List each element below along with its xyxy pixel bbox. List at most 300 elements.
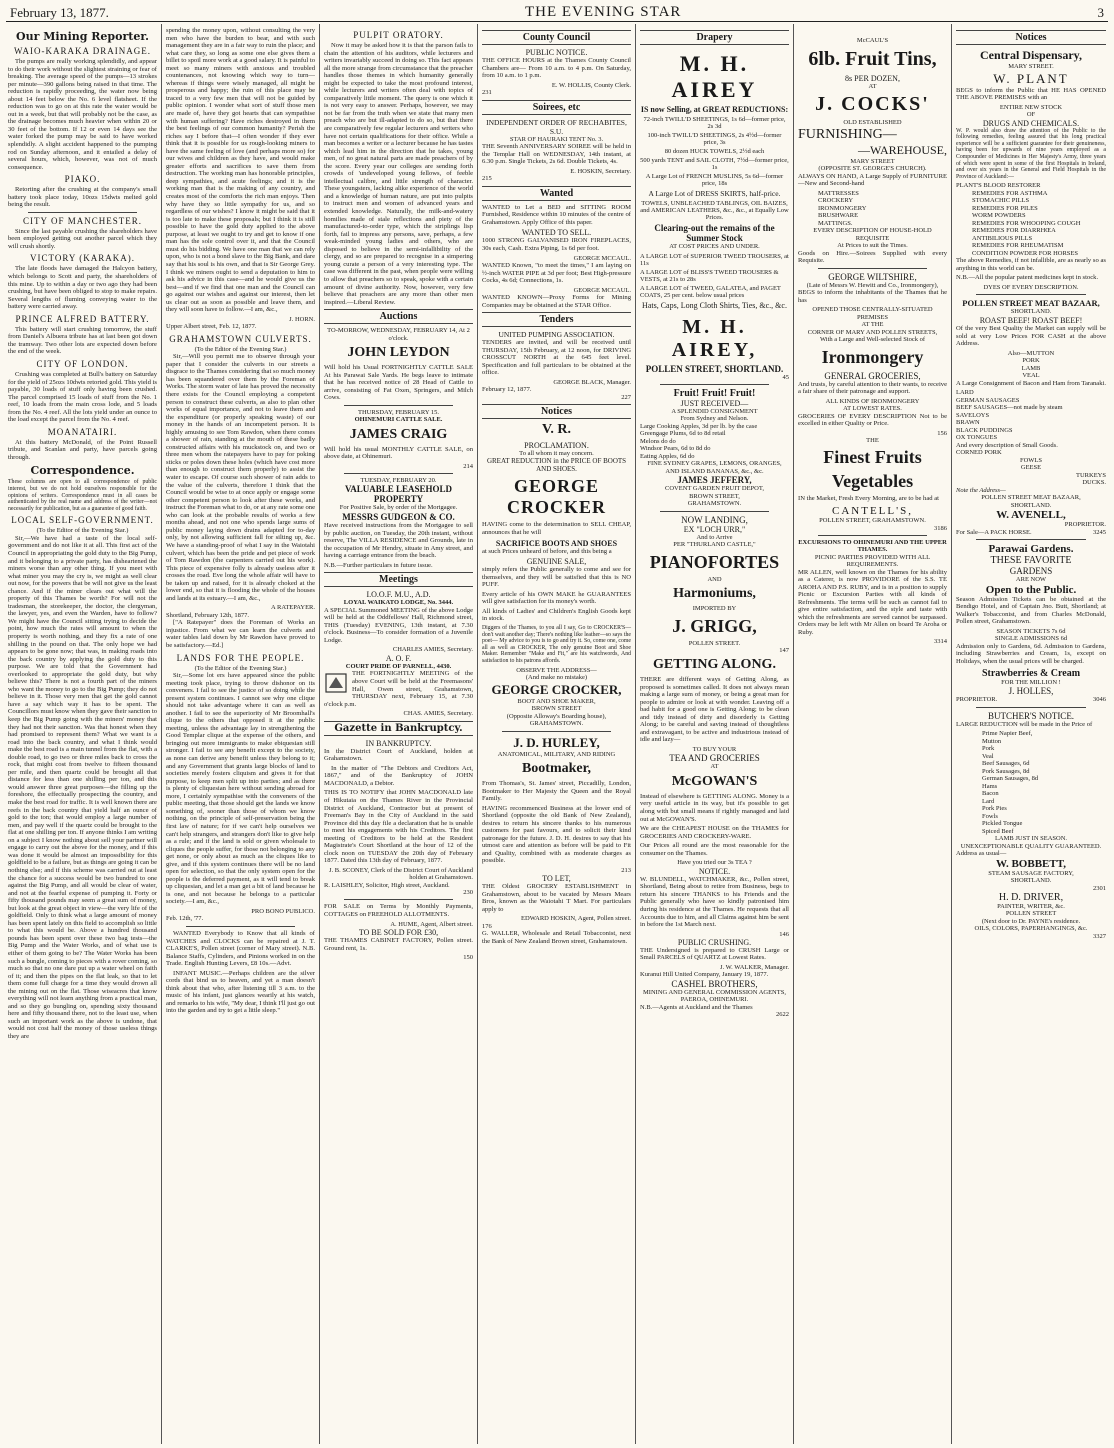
bankruptcy-title: IN BANKRUPTCY. xyxy=(365,738,432,748)
airey-hats: Hats, Caps, Long Cloth Shirts, Ties, &c., &c. xyxy=(642,300,787,310)
correspondence-heading: Correspondence. xyxy=(30,464,135,478)
vegetables: Vegetables xyxy=(831,471,914,492)
holles-footer xyxy=(956,696,1106,704)
for-million: FOR THE MILLION ! xyxy=(1001,678,1061,686)
article-title: MOANATAIRI. xyxy=(47,426,118,437)
divider xyxy=(660,384,769,385)
airey-name-2: M. H. AIREY, xyxy=(671,315,758,361)
signature: EDWARD HOSKIN, Agent, Pollen street. xyxy=(521,915,631,923)
section-heading-tenders: Tenders xyxy=(482,312,631,327)
auction-note: N.B.—Further particulars in future issue. xyxy=(324,561,433,569)
airey-items-2 xyxy=(640,253,789,299)
column-2 xyxy=(162,24,320,1444)
bazaar-geese: GEESE xyxy=(1020,464,1042,472)
admission-text: Admission only to Gardens, 6d. Admission to Gardens, including Strawberries and Cream, 1s, except on Holidays, when the usual prices will be charged. xyxy=(956,642,1106,665)
bazaar-item: BLACK PUDDINGS xyxy=(956,426,1013,434)
signature: E. W. HOLLIS, County Clerk. xyxy=(551,81,631,89)
dispensary-street: MARY STREET. xyxy=(1008,63,1054,70)
crushing-heading: PUBLIC CRUSHING. xyxy=(677,937,752,947)
single-admission: SINGLE ADMISSIONS 6d xyxy=(994,635,1068,643)
hurley-subtitle: ANATOMICAL, MILITARY, AND RIDING xyxy=(497,750,616,758)
ironmongery: Ironmongery xyxy=(821,346,924,367)
airey-item: 72-inch TWILL'D SHEETINGS, 1s 6d—former price, 2s 3d xyxy=(643,116,786,130)
column-3 xyxy=(320,24,478,1444)
bobbett-name: W. BOBBETT, xyxy=(995,857,1066,870)
ad-number: 2622 xyxy=(776,1011,789,1019)
crocker-street: BROWN STREET xyxy=(531,705,582,713)
auction-date: TUESDAY, FEBRUARY 20. xyxy=(360,476,437,484)
harmoniums: Harmoniums, xyxy=(673,586,756,601)
furnishing: FURNISHING— xyxy=(798,126,897,142)
blundell-text: W. BLUNDELL, WATCHMAKER, &c., Pollen street, Shortland, Being about to retire from Business, begs to return his sincere THANKS to his Friends and the Public generally who have so kindly patronised him during his residence at the Thames. He requests that all Accounts due to him, and all Claims against him be sent in before the 1st March next. xyxy=(640,875,789,929)
tins-price: 8s PER DOZEN, xyxy=(845,73,900,83)
driver-street: POLLEN STREET xyxy=(1005,910,1057,918)
note-address: Note the Address— xyxy=(956,486,1006,494)
fruit-item: Melons do do xyxy=(640,437,676,445)
airey-item: A LARGE LOT of SUPERIOR TWEED TROUSERS, at 11s xyxy=(640,252,789,267)
pack-horse xyxy=(956,529,1106,537)
picnic: PICNIC PARTIES PROVIDED WITH ALL REQUIREMENTS. xyxy=(814,553,931,569)
tea-groceries: TEA AND GROCERIES xyxy=(669,753,760,764)
bazaar-item: BRAWN xyxy=(956,419,980,427)
driver-name: H. D. DRIVER, xyxy=(998,891,1064,903)
ad-number: 156 xyxy=(937,429,947,437)
sale-ad: FOR SALE on Terms by Monthly Payments, COTTAGES on FREEHOLD ALLOTMENTS. xyxy=(324,903,473,918)
ad-number: 227 xyxy=(621,393,631,401)
airey-dress: A Large Lot of DRESS SKIRTS, half-price. xyxy=(648,189,781,198)
article-title: LANDS FOR THE PEOPLE. xyxy=(176,652,305,663)
editor-note: ["A Ratepayer" does the Foreman of Works an injustice. From what we can learn the culverts and water tables laid down by Mr Rawdon have proved to be satisfactory.—Ed.] xyxy=(166,619,315,649)
airey-address: POLLEN STREET, SHORTLAND. xyxy=(645,363,784,374)
meat-item: Pork Pies xyxy=(982,805,1007,813)
airey-item: A Large Lot of FRENCH MUSLINS, 5s 6d—former price, 18s xyxy=(645,173,784,187)
just-received: JUST RECEIVED— xyxy=(680,398,749,408)
remedy-item: ANTIBILIOUS PILLS xyxy=(972,234,1033,242)
meeting-lodge: LOYAL WAIKATO LODGE, No. 3444. xyxy=(343,599,454,607)
address-line: Shortland, February 12th, 1877. xyxy=(166,611,250,619)
wanted-ad: WANTED Known, "to meet the times," I am laying on ½-inch WATER PIPE at 3d per foot; Best High-pressure Cocks, 4s 6d; Connections, 1s. xyxy=(482,262,631,285)
drugs-chemicals: DRUGS AND CHEMICALS. xyxy=(982,118,1080,128)
sausage-factory: STEAM SAUSAGE FACTORY, xyxy=(988,869,1074,877)
bazaar-item: LARD xyxy=(956,389,974,397)
grigg-street: POLLEN STREET. xyxy=(688,639,741,647)
signature: CHARLES AMIES, Secretary. xyxy=(392,646,473,654)
landing-ship-2: PER "THURLAND CASTLE," xyxy=(673,541,756,548)
column-7 xyxy=(952,24,1110,1444)
wanted-ad: WANTED KNOWN—Proxy Forms for Mining Companies may be obtained at the STAR Office. xyxy=(482,294,631,309)
article-title: GRAHAMSTOWN CULVERTS. xyxy=(169,333,312,344)
section-heading-notices: Notices xyxy=(482,404,631,419)
meeting-lodge: COURT PRIDE OF PARNELL, 4430. xyxy=(345,662,452,670)
divider xyxy=(502,731,611,732)
wiltshire-late: (Late of Messrs W. Hewitt and Co., Ironmongery), xyxy=(806,281,939,289)
article-title: PIAKO. xyxy=(64,174,101,185)
general-groceries: GENERAL GROCERIES, xyxy=(824,370,921,381)
crocker-name-2: GEORGE CROCKER, xyxy=(491,681,622,697)
cocks-opposite: (OPPOSITE ST. GEORGE'S CHURCH). xyxy=(818,165,927,172)
signature: J. W. WALKER, Manager. xyxy=(719,963,789,971)
meat-item: Bacon xyxy=(982,790,999,798)
article-subtitle: (To the Editor of the Evening Star.) xyxy=(36,527,129,535)
meat-item: VEAL xyxy=(1022,372,1040,380)
notice-body: THE OFFICE HOURS at the Thames County Council Chambers are— From 10 a.m. to 4 p.m. On Saturday, from 10 a.m. to 1 p.m. xyxy=(482,57,631,80)
consignment-origin: From Sydney and Nelson. xyxy=(680,415,749,422)
article-body: Sir,—Some lot ers have appeared since the public meeting took place, trying to throw dishonor on its conveners. I fail to see the justice of so doing while the present system continues. I cannot see why one clique should not take advantage where it can as well as another. I fail to see the superiority of Mr Broomhall's clique to the others that opposed it at the public meeting, unless the advantage lay in strengthening the Good Templar clique at the expense of the others, and bringing out more immigrants to make ebiquesian still stronger. I fail to see any benefit except to the society, as none can derive any benefit unless they belong to it; and any Government that grants large blocks of land to societies merely fosters cliquism and gives it for that purpose, to keep men split up into parties; and as there is plenty of cliquesian here without sending abroad for more, I certainly sympathise with the conveners of the public meeting, that those should get the lands we know something of, sooner than those of whom we know nothing, on the principle of self-preservation being the first law of nature; for if we can't help ourselves we can't help strangers, and strangers don't like to give help as a rule; and if the land is sold or given wholesale to cliques the people suffer, for those not belonging to any get none, or only about as much as the cliques like to give, and if this system continues there will be no land open for selection, so that the only system open for the people is the deferred payment, as it will tend to break up cliquesian, and let a man get a bit of land because he is one, and not because he belongs to a particular society.—I am, &c., xyxy=(166,672,315,906)
meat-item: Veal xyxy=(982,752,994,760)
article-body: spending the money upon, without consulting the very men who have the burden to bear, and with such management they are in a fair way to ruin the place; and what care they, so long as some one else gives them a billet to spoil more work at a good salary. It is painful to meet so many miners with anxious and troubled countenances, not knowing which way to turn—whereas if things were wisely managed, all might be prosperous and happy; the ruin of this place may be traced to a very few men that will not be guided by public opinion. I wonder what sort of stuff those men are made of, have they got hearts that can sympathise with human suffering? Have riches destroyed in them the best feelings of our common humanity? Perish the riches say I before that—I often wonder if they ever think that it is possible for us rough-looking miners to have the same feeling of love (and perhaps more so) for our wives and children as they have, and would make greater efforts and sacrifices to save them from destruction. The working man has honorable principles, deep sympathies, and acute feelings; and it is the working man that is the making of any country, and creates most of the comforts the rich man enjoys. Then why have they so little sympathy for us, and so regardless of our wishes? I know it might be said that it is too late to make these proposals; but I think it is still possible to have the gold duty applied to the above purpose, at least we ought to try and get to know if one man has the sole control over it, and that the Council must do his bidding. We have one man that we can rely upon, who is not a bond slave to the Big Bank, and dare say that his soul is his own, and that is Sir George Grey. I think we miners ought to send a deputation to him to ask his advice in this case—and he would give us the best—and if we find that one man and the Council can go against our wishes and against our interest, then let us clear out as soon as possible and leave them, and they will soon have to follow.—I am, &c., xyxy=(166,27,315,314)
article-body: Since the last payable crushing the shareholders have been employed getting out another parcel which they will crush shortly. xyxy=(8,227,157,250)
remedy-item: REMEDIES FOR DIARRHŒA xyxy=(972,227,1056,235)
tender-body: TENDERS are invited, and will be received until THURSDAY, 15th February, at 12 noon, for DRIVING CROSSCUT NORTH at the 645 feet level. Specification and full particulars to be obtained at the office. xyxy=(482,339,631,377)
meat-item: Pork xyxy=(982,745,995,753)
bazaar-item: BEEF SAUSAGES—not made by steam xyxy=(956,404,1063,412)
address-line: Upper Albert street, Feb. 12, 1877. xyxy=(166,323,257,331)
mcgowan-name: McGOWAN'S xyxy=(671,773,758,789)
column-4 xyxy=(478,24,636,1444)
correspondence-note: These columns are open to all correspondence of public interest, but we do not hold ourselves responsible for the opinions of writers. Correspondence must in all cases be authenticated by the real name and address of the writer—not necessarily for publication, but as a guarantee of good faith. xyxy=(8,479,157,512)
plant-text: BEGS to inform the Public that HE HAS OPENED THE ABOVE PREMISES with an xyxy=(956,86,1106,102)
cashel-note: N.B.—Agents at Auckland and the Thames xyxy=(640,1003,753,1011)
fruit-item: Large Cooking Apples, 3d per lb. by the case xyxy=(640,422,758,430)
bankruptcy-matter: In the matter of "The Debtors and Creditors Act, 1867," and of the Bankruptcy of JOHN MACDONALD, a Debtor. xyxy=(324,764,473,787)
address-line: Feb. 12th, '77. xyxy=(166,915,204,923)
article-subtitle: (To the Editor of the Evening Star.) xyxy=(194,664,287,672)
butcher-text: LARGE REDUCTION will be made in the Price of xyxy=(956,720,1093,728)
bazaar-item: GERMAN SAUSAGES xyxy=(956,396,1020,404)
auction-body: Will hold his usual MONTHLY CATTLE SALE, on above date, at Ohinemuri. xyxy=(324,445,473,461)
landing-ship: EX "LOCH URR," xyxy=(683,524,746,534)
soiree-subtitle: STAR OF HAURAKI TENT No. 3. xyxy=(509,135,604,143)
auctioneer-name: JAMES CRAIG xyxy=(349,426,448,442)
bazaar-items xyxy=(956,389,1106,442)
ad-number: 230 xyxy=(463,889,473,897)
article-title: LOCAL SELF-GOVERNMENT. xyxy=(11,515,154,526)
ad-number: 45 xyxy=(782,373,789,381)
column-1 xyxy=(4,24,162,1444)
ad-number: 231 xyxy=(482,89,492,97)
wanted-ad: WANTED to Let a BED and SITTING ROOM Furnished, Residence within 10 minutes of the centre of Grahamstown. Apply Office of this paper. xyxy=(482,203,631,226)
ad-number: 176 xyxy=(482,922,492,930)
crocker-opposite: (Opposite Alloway's Boarding house), xyxy=(506,712,607,720)
ad-number: 3327 xyxy=(1093,932,1106,940)
ad-number: 3186 xyxy=(934,524,947,532)
section-heading-notices-2: Notices xyxy=(956,30,1106,45)
ad-number: 213 xyxy=(621,867,631,875)
getting-along-text: We are the CHEAPEST HOUSE on the THAMES for GROCERIES AND CROCKERY-WARE. xyxy=(640,825,789,840)
cocks-item: MATTINGS. xyxy=(818,219,853,227)
crocker-genuine: GENUINE SALE, xyxy=(526,557,587,567)
cantell-street: POLLEN STREET, GRAHAMSTOWN. xyxy=(819,517,926,525)
notice-title: PUBLIC NOTICE. xyxy=(525,48,588,57)
section-heading-soirees: Soirees, etc xyxy=(482,100,631,115)
article-body: Retorting after the crushing at the company's small battery took place today, 10ozs 15dwts melted gold being the result. xyxy=(8,186,157,209)
ad-number: 3046 xyxy=(1093,696,1106,703)
crocker-text: simply refers the Public generally to come and see for themselves, and they will be satisfied that this is NO PUFF. xyxy=(482,566,631,589)
ad-number: 3314 xyxy=(934,638,947,646)
crocker-text: Every article of his OWN MAKE he GUARANTEES will give satisfaction for its money's worth. xyxy=(482,590,631,606)
cashel-place: PAEROA, OHINEMURI. xyxy=(680,996,749,1004)
meat-item: LAMB xyxy=(1021,364,1041,372)
at-word: AT xyxy=(710,763,719,771)
ad-number: 2301 xyxy=(1093,884,1106,892)
getting-along-heading: GETTING ALONG. xyxy=(653,657,776,672)
meat-item: Fowls xyxy=(982,812,998,820)
hurley-text: From Thomas's, St. James' street, Piccadilly, London, Bootmaker to Her Majesty the Queen and the Royal Family. xyxy=(482,780,631,803)
meat-item: Hams xyxy=(982,782,998,790)
divider xyxy=(344,473,453,474)
dyes: DYES OF EVERY DESCRIPTION. xyxy=(983,283,1079,291)
divider xyxy=(818,535,927,536)
all-kinds: ALL KINDS OF IRONMONGERY xyxy=(825,397,920,405)
cocks-always: ALWAYS ON HAND, A Large Supply of FURNITURE—New and Second-hand xyxy=(798,172,947,188)
article-title: WAIO-KARAKA DRAINAGE. xyxy=(14,46,151,56)
proclamation-headline: GREAT REDUCTION in the PRICE OF BOOTS AND SHOES. xyxy=(486,457,627,474)
hurley-trade: Bootmaker, xyxy=(521,761,592,777)
divider xyxy=(344,899,453,900)
season-tickets: SEASON TICKETS 7s 6d xyxy=(996,627,1066,635)
auctioneer-name: JOHN LEYDON xyxy=(347,345,450,361)
article-title: VICTORY (KARAKA). xyxy=(29,253,135,264)
market-text: IN the Market, Fresh Every Morning, are to be had at xyxy=(798,495,939,503)
wanted-ad: 1000 STRONG GALVANISED IRON FIREPLACES, 30s each, Cash. Extra Piping, 1s 6d per foot. xyxy=(482,237,631,252)
landing-arrive: And to Arrive xyxy=(696,533,733,541)
crocker-observe: OBSERVE THE ADDRESS— xyxy=(516,666,597,674)
meeting-title: A. O. F. xyxy=(385,653,412,663)
warehouse: —WAREHOUSE, xyxy=(858,142,947,157)
article-body: WANTED Everybody to Know that all kinds of WATCHES and CLOCKS can be repaired at J. T. CLARKE'S, Pollen street (corner of Mary street). N.B. Balance Staffs, Cylinders, and Pinions worked in on the Trade. English Hunting Levers, £8 10s.—Advt. xyxy=(166,929,315,968)
crocker-verse: Diggers of the Thames, to you all I say, Go to CROCKER'S—don't wait another day; There's nothing like leather—so says the poet— My advice to you is to go and try it. So, come one, come all as well as CROCKER, The only genuine Boot and Shoe Maker. Remember "Make and Fit," are his watchwords, And satisfaction to his patrons affords. xyxy=(482,624,631,664)
bazaar-item: OX TONGUES xyxy=(956,434,998,442)
meat-item: Lard xyxy=(982,797,995,805)
meat-item: German Sausages, 8d xyxy=(982,775,1039,783)
pianofortes: PIANOFORTES xyxy=(649,551,780,572)
ad-number: 147 xyxy=(779,647,789,654)
grigg-name: J. GRIGG, xyxy=(672,615,757,636)
signature: A. HUME, Agent, Albert street. xyxy=(390,920,473,928)
column-5 xyxy=(636,24,794,1444)
section-heading-county-council: County Council xyxy=(482,30,631,45)
butcher-heading: BUTCHER'S NOTICE. xyxy=(987,710,1075,721)
signature: GEORGE MCCAUL. xyxy=(573,254,631,262)
at-word: AT xyxy=(868,82,877,90)
hurley-text: HAVING recommenced Business at the lower end of Shortland (opposite the old Bank of New Zealand), desires to return his sincere thanks to his numerous customers for past favours, and to solicit their kind patronage for the future. J. D. H. desires to say that his utmost care and attention as before will be paid to Fit and Quality, combined with as moderate charges as possible. xyxy=(482,804,631,865)
bazaar-fowls: FOWLS xyxy=(1019,456,1043,464)
newspaper-title: THE EVENING STAR xyxy=(524,4,682,20)
mining-reporter-heading: Our Mining Reporter. xyxy=(16,30,149,43)
bazaar-place: SHORTLAND. xyxy=(1010,308,1052,316)
remedy-item: REMEDIES FOR PILES xyxy=(972,204,1038,212)
entire-stock: ENTIRE NEW STOCK xyxy=(999,103,1063,111)
date-line: February 12, 1877. xyxy=(482,386,532,394)
cocks-list xyxy=(798,190,947,228)
meat-item: Prime Napier Beef, xyxy=(982,730,1033,738)
article-body: The late floods have damaged the Halcyon battery, which belongs to Scott and party, the shareholders of this mine. Up to within a day or two ago they had been crushing, but have been obliged to stop to make repairs. Several lengths of fluming conveying water to the battery were carried away. xyxy=(8,265,157,311)
bazaar-ducks: DUCKS. xyxy=(1082,479,1106,487)
divider xyxy=(818,268,927,269)
getting-along-text: Instead of elsewhere is GETTING ALONG. Money is a very useful article in its way, but it's possible to get along with but small means if rightly managed and laid out at McGOWAN'S. xyxy=(640,792,789,823)
cocks-item: BRUSHWARE xyxy=(818,212,859,220)
wiltshire-text: CORNER OF MARY AND POLLEN STREETS, xyxy=(807,328,938,336)
wiltshire-text: And trusts, by careful attention to their wants, to receive a fair share of their patronage and support. xyxy=(798,380,947,396)
fruit-items xyxy=(640,423,789,461)
proprietor: PROPRIETOR. xyxy=(1064,521,1106,529)
signature: E. HOSKIN, Secretary. xyxy=(570,167,631,175)
and-word: AND xyxy=(707,575,722,583)
meat-item: Pickled Tongue xyxy=(982,820,1023,828)
crocker-mistake: (And make no mistake) xyxy=(525,674,588,682)
plant-name: W. PLANT xyxy=(993,70,1069,86)
article-body: Crushing was completed at Bull's battery on Saturday for the yield of 25ozs 10dwts retorted gold. This yield is payable, 30 loads of stuff only having been crushed. The parcel comprised 15 loads of stuff from the No. 1 reef, 10 loads from the main cross lode, and 5 loads from the No. 4 reef. All the lots yield under an ounce to the load except the parcel from the No. 4 reef. xyxy=(8,370,157,424)
article-body: Sir,—Will you permit me to observe through your paper that I consider the culverts in our streets a disgrace to the Thames considering that so much money has been squandered over them by the Foreman of Works. The storm water of late has proved the necessity there exists for the Council employing a competent person to construct these culverts, as also to plan other works of equal importance, and not to leave them and the expenditure (or properly speaking waste) of our money in the hands of an incompetent person. It is highly amusing to see Tom Rawdon, when there comes a shower of rain, standing at the mouth of these badly constructed affairs with his muckstock on, and two or three men whom the ratepayers have to pay for poking sticks or poles down these holes (which have cost more than enough to construct them properly) to assist the water to escape. Of course such shower of rain adds to the value of the culverts, therefore I think that the Council would be wise to at once apply or engage some other competent person to look after these works, and instruct the Foreman what to do, or at any rate some one who can look at the probable results of works a few months ahead, and not one who spends large sums of public money laying down drains adapted for to-day only, by not allowing sufficient fall for silting up, &c. We have a standing-proof of what I say in the Waiotahi culvert, which has been the pride and pet piece of work of Tom Rawdon (the carpenters carried out his work). This piece of expensive folly is already useless after it crosses the road. Eve long the whole affair will have to be taken up and raised, for it is already choked at the lower end, so that it is flooding the whole of the houses and lands at its estuary.—I am, &c., xyxy=(166,353,315,602)
allen-text: MR ALLEN, well known on the Thames for his ability as a Caterer, is now PROVIDORE of the S.S. TE AROHA AND P.S. RUBY, and is in a position to supply Picnic or Excursion Parties with all kinds of Refreshments. The terms will be such as cannot fail to give entire satisfaction, and the style and taste with which the refreshments are served cannot be surpassed. Orders may be left with Mr Allen on board Te Aroha or Ruby. xyxy=(798,568,947,636)
meeting-body: A SPECIAL Summoned MEETING of the above Lodge will be held at the Oddfellows' Hall, Richmond street, THIS (Tuesday) EVENING, 13th instant, at 7.30 o'clock. Business—To consider formation of a Juvenile Lodge. xyxy=(324,606,473,644)
soiree-body: THE Seventh ANNIVERSARY SOIREE will be held in the Templar Hall on WEDNESDAY, 14th instant, at 6.30 p.m. Single Tickets, 2s 6d. Double Tickets, 4s. xyxy=(482,143,631,166)
crocker-town: GRAHAMSTOWN. xyxy=(529,720,584,728)
sale-title: TO BE SOLD FOR £30, xyxy=(358,928,439,938)
airey-cost: AT COST PRICES AND UNDER. xyxy=(669,243,760,250)
fruit-item: Eating Apples, 6d do xyxy=(640,452,695,460)
avenell-name: W. AVENELL, xyxy=(996,509,1066,522)
to-let-title: TO LET, xyxy=(542,874,571,884)
driver-oils: OILS, COLORS, PAPERHANGINGS, &c. xyxy=(974,925,1088,933)
bazaar-turkeys: TURKEYS xyxy=(1076,471,1106,479)
landing-heading: NOW LANDING, xyxy=(681,514,748,525)
crocker-text: HAVING come to the determination to SELL CHEAP, announces that he will xyxy=(482,521,631,537)
cocks-goods: Goods on Hire.—Soirees Supplied with every Requisite. xyxy=(798,249,947,265)
waller-ad: G. WALLER, Wholesale and Retail Tobacconist, next the Bank of New Zealand Brown street, Grahamstown. xyxy=(482,930,631,945)
divider xyxy=(186,926,295,927)
page-number: 3 xyxy=(1097,5,1104,20)
auction-date: THURSDAY, FEBRUARY 15. xyxy=(357,408,440,416)
jeffery-street: BROWN STREET, xyxy=(689,492,740,500)
excursions: EXCURSIONS TO OHINEMURI AND THE UPPER THAMES. xyxy=(798,538,947,554)
lowest-rates: AT LOWEST RATES. xyxy=(843,405,902,413)
bazaar-text: And every description of Small Goods. xyxy=(956,441,1058,449)
signature: A RATEPAYER. xyxy=(271,604,315,612)
plant-text: The above Remedies, if not infallible, are as nearly so as anything in this world can be. xyxy=(956,257,1106,272)
crocker-sacrifice: SACRIFICE BOOTS AND SHOES xyxy=(495,538,618,548)
remedies-list xyxy=(956,182,1106,257)
cocks-name: J. COCKS' xyxy=(815,93,930,115)
gardens: GARDENS xyxy=(1009,566,1053,577)
these-favorite: THESE FAVORITE xyxy=(990,555,1072,567)
driver-next: (Next door to Dr. PAYNE's residence. xyxy=(981,917,1081,925)
roast-beef: ROAST BEEF! ROAST BEEF! xyxy=(979,315,1083,325)
cocks-every: EVERY DESCRIPTION OF HOUSE-HOLD REQUISITE xyxy=(813,227,932,242)
article-subtitle: (To the Editor of the Evening Star.) xyxy=(194,345,287,353)
of-word: OF xyxy=(1026,111,1036,119)
old-established: OLD ESTABLISHED xyxy=(843,119,902,126)
finest-fruits: Finest Fruits xyxy=(823,447,922,468)
proclamation-whom: To all whom it may concern. xyxy=(519,449,594,457)
crocker-name: GEORGE CROCKER xyxy=(506,476,606,518)
bazaar-name: POLLEN STREET MEAT BAZAAR, xyxy=(962,298,1100,309)
meat-item: Beef Sausages, 6d xyxy=(982,760,1030,768)
airey-headline: IS now Selling, at GREAT REDUCTIONS: xyxy=(640,105,789,114)
bazaar-text: A Large Consignment of Bacon and Ham from Taranaki. xyxy=(956,379,1106,387)
remedy-item: REMEDIES FOR ASTHMA xyxy=(972,189,1048,197)
the-word: THE xyxy=(866,436,879,444)
signature: GEORGE MCCAUL. xyxy=(573,286,631,294)
airey-item: 500 yards TENT and SAIL CLOTH, 7½d—former price, 1s xyxy=(640,157,789,171)
signature: CHAS. AMIES, Secretary. xyxy=(403,710,473,718)
meat-item: PORK xyxy=(1022,357,1040,365)
fruit-item: Windsor Pears, 6d to 8d do xyxy=(640,445,711,452)
meat-item: Mutton xyxy=(982,737,1002,745)
crushing-company: Kuranui Hill United Company, January 19, 1877. xyxy=(640,971,769,979)
article-body: The pumps are really working splendidly, and appear to do their work without the slightest straining or fear of breaking. The average speed of the pumps—13 strokes per minute—390 gallons being raised in that time. The reduction is rapidly proceeding, the water now being about 14 feet below the No. 6 level flatsheet. If the reduction was to go on at this rate the water would be out in a week, but that will probably not be the case, as the drainage becomes much heavier when within 20 or 30 feet of the bottom. If 12 or even 14 days see the water forked the pump may be said to have worked splendidly. A slight accident happened to the pumping rod on Sunday afternoon, and it entailed a delay of several hours, which, however, was not of much consequence. xyxy=(8,58,157,171)
auction-title: VALUABLE LEASEHOLD PROPERTY xyxy=(344,484,453,505)
auction-subtitle: OHINEMURI CATTLE SALE. xyxy=(354,416,443,424)
unexceptionable: UNEXCEPTIONABLE QUALITY GUARANTEED. xyxy=(960,842,1102,850)
bazaar-also: Also—MUTTON xyxy=(1007,349,1055,357)
pack-horse-text: For Sale—A PACK HORSE. xyxy=(956,528,1032,536)
signature: J. B. SCONEY, Clerk of the District Court of Auckland holden at Grahamstown. xyxy=(329,866,473,882)
cocks-item: IRONMONGERY xyxy=(818,204,867,212)
masthead xyxy=(6,0,1108,22)
wiltshire-text: With a Large and Well-selected Stock of xyxy=(819,336,926,344)
crushing-text: THE Undersigned is prepared to CRUSH Large or Small PARCELS of QUARTZ at Lowest Rates. xyxy=(640,946,789,962)
signature: R. LAISHLEY, Solicitor, High street, Auckland. xyxy=(324,881,450,889)
article-title: PRINCE ALFRED BATTERY. xyxy=(15,313,150,324)
crocker-trade: BOOT AND SHOE MAKER, xyxy=(517,697,596,705)
cocks-street: MARY STREET xyxy=(850,157,895,165)
airey-item: A LARGE LOT of BLISS'S TWEED TROUSERS & VESTS, at 21s to 28s xyxy=(640,268,779,283)
jeffery-depot: COVENT GARDEN FRUIT DEPOT, xyxy=(665,485,764,492)
bazaar-item: SAVELOYS xyxy=(956,411,990,419)
bazaar-text: Of the very Best Quality the Market can supply will be sold at very Low Prices FOR CASH at the above Address. xyxy=(956,324,1106,348)
fruit-heading: Fruit! Fruit! Fruit! xyxy=(673,387,756,399)
section-heading-gazette: Gazette in Bankruptcy. xyxy=(324,721,473,736)
bankruptcy-body: THIS IS TO NOTIFY that JOHN MACDONALD late of Hikutaia on the Thames River in the Provincial District of Auckland, Contractor but at present of Freeman's Bay in the City of Auckland in the said Province did this day file a declaration that he is unable to meet his engagements with his Creditors. The first meeting of Creditors to be held at the Resident Magistrate's Court Shortland at the hour of 12 of the clock noon on TUESDAY the 20th day of February 1877. Dated this 13th day of February, 1877. xyxy=(324,789,473,865)
ad-number: 150 xyxy=(463,954,473,962)
getting-along-text: Our Prices all round are the most reasonable for the consumer on the Thames. xyxy=(640,842,789,857)
article-body: INFANT MUSIC.—Perhaps children are the silver cords that bind us to heaven, and yet a man doesn't think about that who, after listening till 3 a.m. to the music of his infant, just glances wearily at his watch, and remarks to his wife, "My dear, I think I'll just go out into the garden and try to get a little sleep." xyxy=(166,969,315,1015)
parawai-heading: Parawai Gardens. xyxy=(988,543,1074,556)
auction-body: Will hold his Usual FORTNIGHTLY CATTLE SALE At his Parawai Sale Yards. He begs leave to intimate that he has received notice of 28 Head of Cattle to arrive, consisting of Fat Oxen, Springers, and Milch Cows. xyxy=(324,364,473,402)
meeting-body: THE FORTNIGHTLY MEETING of the above Court will be held at the Freemasons' Hall, Owen street, Grahamstown, THURSDAY next, February 15, at 7.30 o'clock p.m. xyxy=(324,670,473,708)
getting-along-text: THERE are different ways of Getting Along, as proposed is sometimes called. It does not always mean making a large sum of money, or being a great man for people to admire or look at with wonder. Leaving off a bad habit for a good one is Getting Along; to be clean and tidy instead of dirty and disorderly is Getting Along; to be careful and saving instead of thoughtless and extravagant, to be active and industrious instead of idle and lazy— xyxy=(640,676,789,744)
airey-item: A LARGE LOT of TWEED, GALATEA, and PAGET COATS, 25 per cent. below usual prices xyxy=(640,284,781,299)
section-heading-drapery: Drapery xyxy=(640,30,789,45)
mccaul-name: McCAUL'S xyxy=(856,37,889,44)
strawberries: Strawberries & Cream xyxy=(981,667,1081,679)
wanted-title: WANTED TO SELL. xyxy=(521,228,592,238)
sale-ad: THE THAMES CABINET FACTORY, Pollen street. Ground rent, 1s. xyxy=(324,937,473,952)
bazaar-shortland: SHORTLAND. xyxy=(1010,501,1052,509)
article-body: Now it may be asked how it is that the parson fails to chain the attention of his auditors, while lecturers and writers invariably succeed in doing so. This fact appears all the more strange from circumstance that the preacher handles those themes in which humanity generally might be expected to take the most profound interest, while lecturers and writers often deal with topics of comparatively little moment. The query is one which it is not very easy to answer. Perhaps, however, we may not be far from the truth when we state that many men preach who are but ill-adapted to do so, but that there are comparatively few regular lecturers and writers who have not certain qualifications for their office. While a man becomes a writer or a lecturer because he has tastes which lead him in the direction that he takes, young men, of no great natural parts are made preachers of by the score. Every year our colleges are sending forth crowds of 'undeveloped young fellows, of feeble intellectual calibre, and little strength of character. These youngsters, lacking alike experience of the world and a knowledge of human nature, are put into pulpits to instruct men and women of advanced years and extended knowledge. Naturally, the milk-and-watery homilies made of stale reflections and piety of the manufactured-to-order type, which the striplings lisp forth, fail to impress any persons, save, perhaps, a few weak-minded young ladies and others, who are disposed to believe in the semi-infallibility of the clergy, and so are prepared to recognise in a simpering young curate a person of a very interesting type. The case was different in the past, when people were willing to allow that preachers so to speak, spoke with a certain amount of divine authority. Now, however, very few believe that preachers are any more than other men inspired.—Liberal Review. xyxy=(324,42,473,306)
buy-your: TO BUY YOUR xyxy=(692,745,737,753)
wiltshire-text: AT THE xyxy=(861,321,884,329)
remedy-item: CONDITION POWDER FOR HORSES xyxy=(972,249,1078,257)
signature: PRO BONO PUBLICO. xyxy=(251,907,315,915)
divider xyxy=(28,212,137,213)
meat-item: Pork Sausages, 8d xyxy=(982,767,1030,775)
article-body: Sir,—We have had a taste of the local self-government and do not like it at all. This first act of the Council in appropriating the gold duty to the Big Pump, and it belonging to a private party, has disheartened the miners worse than any other thing. If you meet with what miner you may the cry is, we might as well clear out now, for the powers that be will not give us the least chance. And if the miner clears out what will the property of this Thames be worth? For will not the tradesman, the storekeeper, the doctor, the clergyman, the lawyer, yes, and even the Warden, have to follow? We might have the Council sitting trying to decide the point, how much the rates will amount to when the property is worth nothing, and they fix a rate of one shilling in the pound on that. The only hope we had appears to be gone now; that was, in making roads into the back country by applying the gold duty to this purpose. We are told that the Government had overlooked to appropriate the gold duty, but why believe this? There is not a fourth part of the miners who want the money to go to the Big Pump; they do not believe in it. Those very men that get the gold cannot have a say which way it has to be spent. The Councillors must know when they gave their sanction to keep the Big Pump going with the miners' money that they had not their sanction. Was that honest when they had promised to represent them? What we want is a road into the back country, and what I think would make the best road is a main tunnel from the flat, with a double road, to go two or three miles back to cross the rock, that might cost from twelve to fifteen thousand per mile, and then quartz could be brought all that distance for less than one shilling per ton, and this would answer three great purposes—the filling up the foreshore, the effectually prospecting the country, and make the best road for traffic. It is well known there are reefs in the back country that yield half an ounce of gold to the ton; that would employ a large number of men, and pay well if the quartz could be brought to the flat at one shilling per ton. If anyone thinks I am writing on a subject I know nothing about sell your partner will engage to carry out the above for the money, and if this was done it would be almost an impossibility for this goldfield to be a failure, but as things are going it can be nothing else; and if this scheme was carried out at least the chance for a success would be two hundred to one against the Big Pump, and all would be clear of water, and not at the fearful expense of pumping it. Forty or fifty thousand pounds may seem a great sum of money, but look at the great object in view—the very life of the goldfield. Only to think what a large amount of money has been spent lately on this field to accomplish so little to what this would be. Above a hundred thousand pounds has been spent over these two bag tests—the Big Pump and the Water Works, and of what use is either of them going to be? The Water Works has been such a bungle, coming to pieces with a rover coming, so much so that no one dare put up a water wheel on faith of it; and then the pipes on the flat leak, so that to let them come full charge for a time they would drown all the mining out on the flat. Those wiseacres that know everything will not learn anything from a practical man, and so they go bungling on, spending sixty thousand here and fifty thousand there, not to the least use, when such an important work as the above is undone, that would not cost half the money of those useless things they are xyxy=(8,534,157,1040)
address-usual: Address as usual— xyxy=(956,850,1007,858)
remedy-item: REMEDIES FOR WHOOPING COUGH xyxy=(972,219,1081,227)
wiltshire-name: GEORGE WILTSHIRE, xyxy=(828,271,917,282)
bazaar-corned: CORNED PORK xyxy=(956,449,1002,457)
crest-icon xyxy=(324,672,348,694)
airey-towels: TOWELS, UNBLEACHED TABLINGS, OIL BAIZES, and AMERICAN LEATHERS, &c., &c., at Equally Low Prices. xyxy=(640,200,789,221)
columns xyxy=(4,24,1110,1444)
tender-title: UNITED PUMPING ASSOCIATION. xyxy=(498,330,615,340)
ad-number: 146 xyxy=(779,930,789,938)
open-public: Open to the Public. xyxy=(985,583,1077,596)
remedy-item: PLANT'S BLOOD RESTORER xyxy=(956,182,1041,190)
issue-date: February 13, 1877. xyxy=(10,5,109,20)
